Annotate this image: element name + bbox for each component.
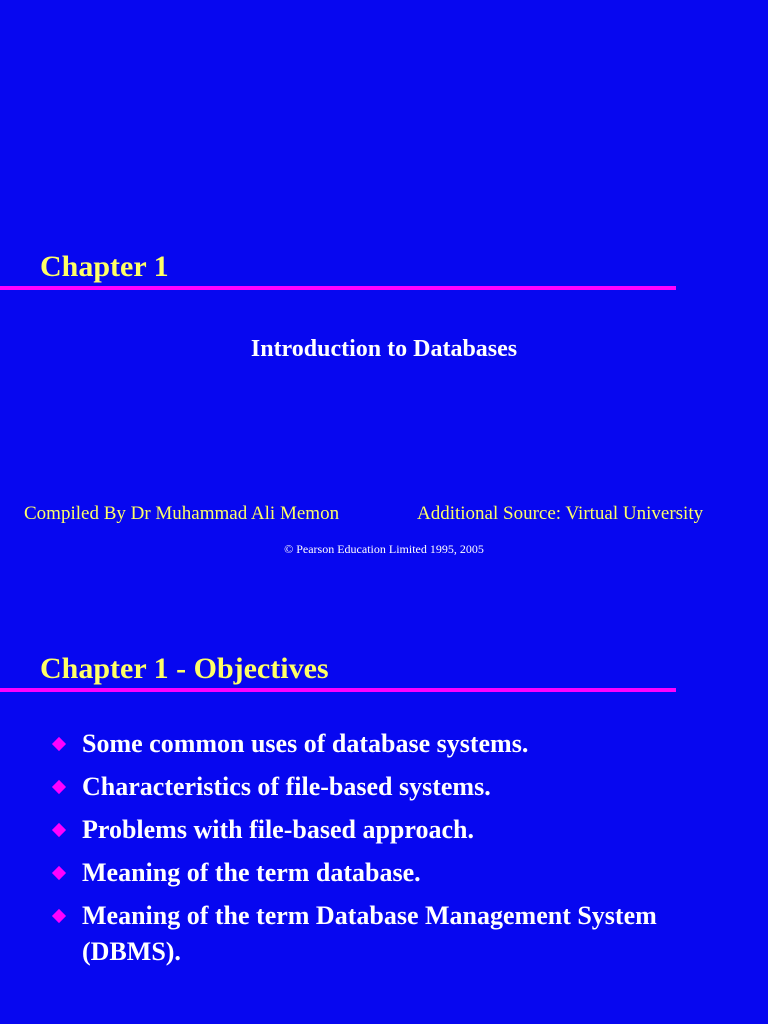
chapter-title: Chapter 1 xyxy=(40,250,169,283)
diamond-bullet-icon xyxy=(52,737,66,751)
objective-text: Problems with file-based approach. xyxy=(82,815,474,844)
objectives-slide xyxy=(0,600,768,1024)
diamond-bullet-icon xyxy=(52,866,66,880)
objective-text: Some common uses of database systems. xyxy=(82,729,529,758)
list-item xyxy=(52,726,752,762)
list-item xyxy=(52,898,752,970)
title-divider xyxy=(0,688,676,692)
objective-text: Meaning of the term Database Management System (DBMS). xyxy=(82,901,657,966)
objectives-title: Chapter 1 - Objectives xyxy=(40,652,329,685)
objective-text: Meaning of the term database. xyxy=(82,858,421,887)
slide-subtitle: Introduction to Databases xyxy=(250,336,518,362)
list-item xyxy=(52,769,752,805)
objectives-list xyxy=(52,726,752,977)
objective-text: Characteristics of file-based systems. xyxy=(82,772,491,801)
list-item xyxy=(52,855,752,891)
additional-source-credit: Additional Source: Virtual University xyxy=(417,503,704,524)
compiled-by-credit: Compiled By Dr Muhammad Ali Memon xyxy=(24,503,340,524)
copyright-notice: © Pearson Education Limited 1995, 2005 xyxy=(284,542,484,556)
diamond-bullet-icon xyxy=(52,823,66,837)
diamond-bullet-icon xyxy=(52,780,66,794)
title-divider xyxy=(0,286,676,290)
list-item xyxy=(52,812,752,848)
diamond-bullet-icon xyxy=(52,909,66,923)
